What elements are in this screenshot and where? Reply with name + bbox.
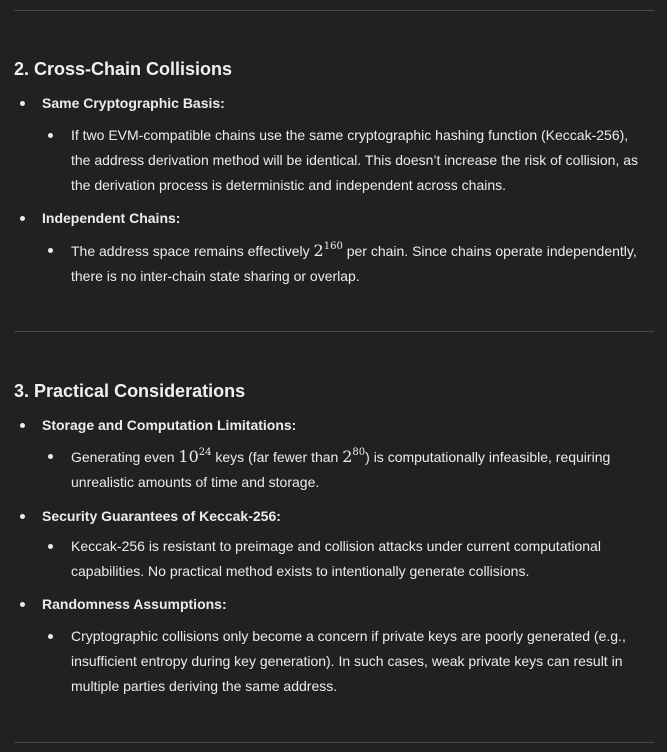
section-3-heading: 3. Practical Considerations (14, 381, 246, 401)
sub-list-item (48, 534, 644, 584)
list-item-label: Independent Chains: (42, 210, 181, 226)
bullet-dot-icon (48, 634, 53, 639)
sub-list-item (48, 444, 644, 495)
math-expression: $2^{160}$ (313, 241, 343, 260)
math-expression: $10^{24}$ (178, 447, 212, 466)
bullet-dot-icon (48, 454, 53, 459)
bullet-dot-icon (20, 602, 25, 607)
bullet-dot-icon (20, 423, 25, 428)
bullet-dot-icon (48, 544, 53, 549)
bullet-dot-icon (48, 248, 53, 253)
list-item-label: Storage and Computation Limitations: (42, 417, 297, 433)
section-2-heading: 2. Cross-Chain Collisions (14, 59, 233, 79)
sub-list-item (48, 624, 644, 699)
sub-list-item (48, 238, 644, 289)
sub-list-item-text: The address space remains effectively $2^{160}$ per chain. Since chains operate independently, there is no inter-chain state sharing or overlap. (71, 241, 637, 284)
sub-list-item (48, 123, 644, 198)
list-item-label: Same Cryptographic Basis: (42, 95, 225, 111)
sub-list-item-text: Generating even $10^{24}$ keys (far fewer than $2^{80}$) is computationally infeasible, requiring unrealistic amounts of time and storage. (71, 447, 611, 490)
section-divider-bottom (14, 742, 654, 743)
list-item-label: Randomness Assumptions: (42, 596, 227, 612)
bullet-dot-icon (48, 133, 53, 138)
sub-list-item-text: If two EVM-compatible chains use the same cryptographic hashing function (Keccak-256), the address derivation method will be identical. This doesn’t increase the risk of collision, as the derivation process is deterministic and independent across chains. (71, 127, 639, 193)
sub-list-item-text: Keccak-256 is resistant to preimage and collision attacks under current computational capabilities. No practical method exists to intentionally generate collisions. (71, 538, 601, 579)
section-divider-top (14, 10, 654, 11)
bullet-dot-icon (20, 514, 25, 519)
list-item-label: Security Guarantees of Keccak-256: (42, 508, 281, 524)
bullet-dot-icon (20, 216, 25, 221)
sub-list-item-text: Cryptographic collisions only become a concern if private keys are poorly generated (e.g., insufficient entropy during key generation). In such cases, weak private keys can result in multiple parties deriving the same address. (71, 628, 626, 694)
math-expression: $2^{80}$ (342, 447, 366, 466)
section-divider (14, 331, 654, 332)
bullet-dot-icon (20, 101, 25, 106)
